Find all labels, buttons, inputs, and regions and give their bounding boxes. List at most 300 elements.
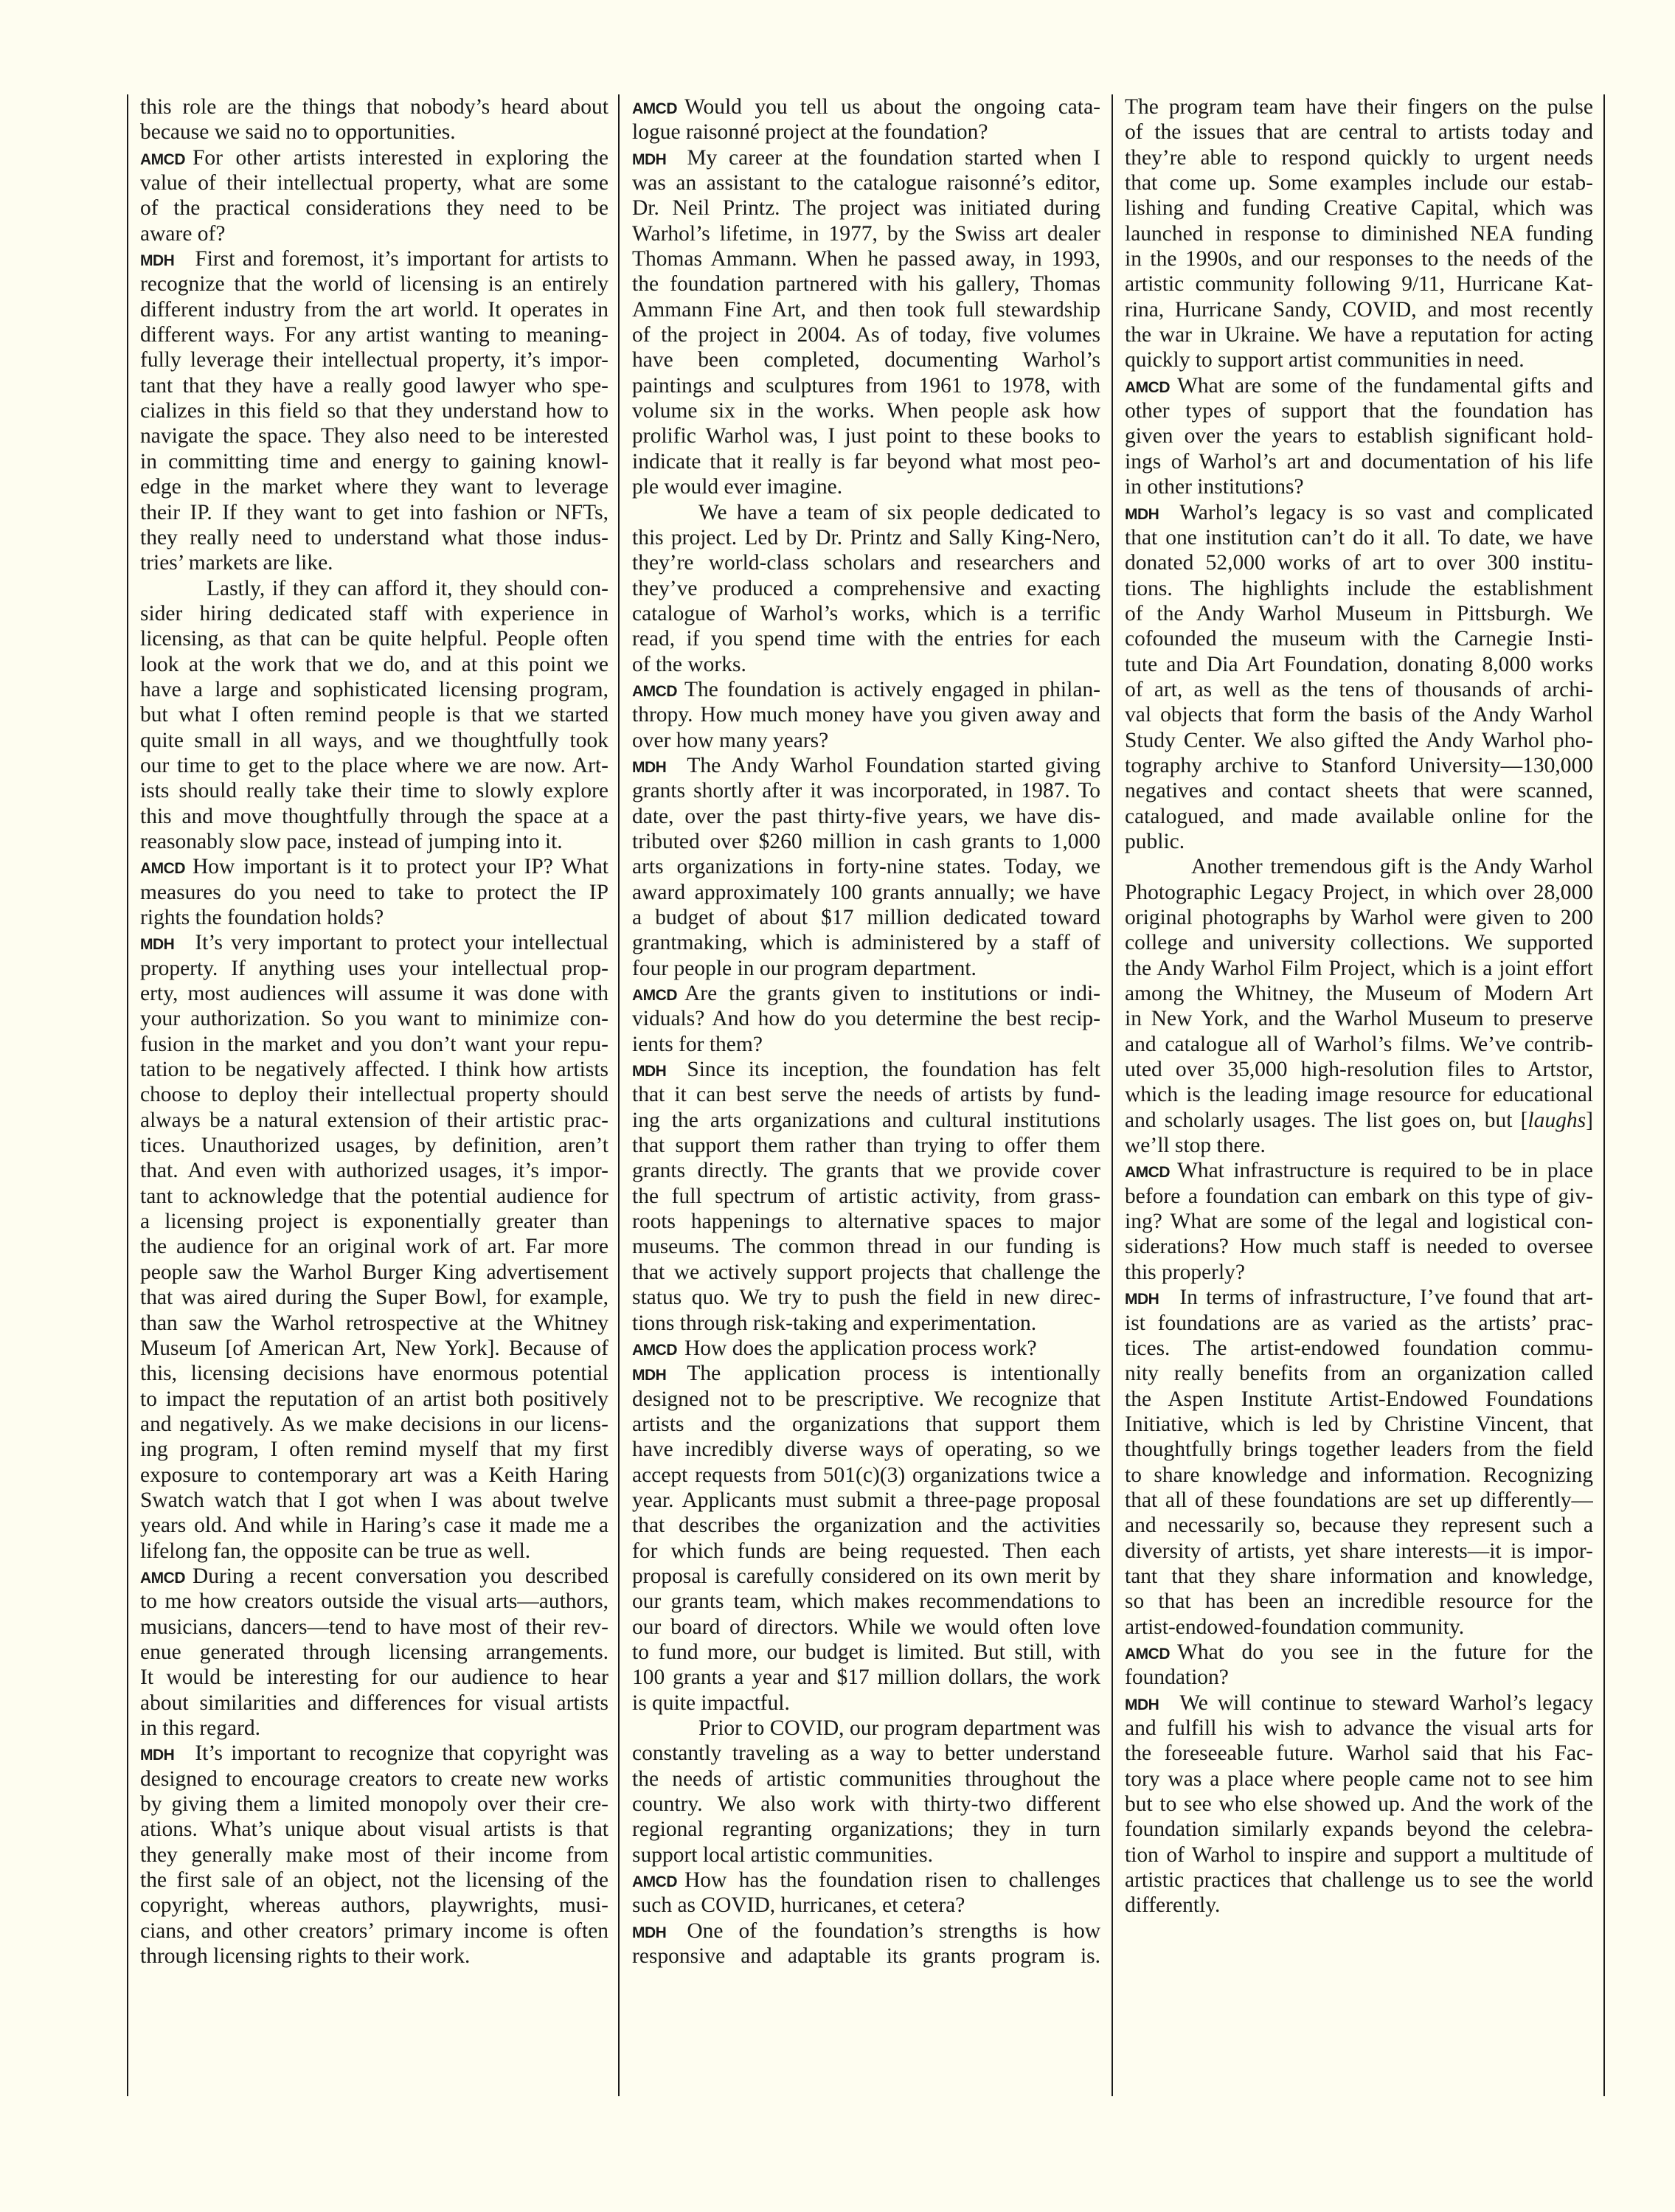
line-text: to share knowledge and information. Recognizing — [1125, 1463, 1593, 1487]
text-line — [140, 1564, 608, 1589]
line-text: of art, as well as the tens of thousands of archi- — [1125, 677, 1593, 701]
line-text: ist foundations are as varied as the artists’ prac- — [1125, 1311, 1593, 1335]
line-text: that one institution can’t do it all. To date, we have — [1125, 525, 1593, 549]
text-line — [140, 1589, 608, 1614]
text-line — [632, 297, 1100, 322]
line-text: the first sale of an object, not the licensing of the — [140, 1868, 608, 1893]
line-text: proposal is carefully considered on its own merit by — [632, 1564, 1100, 1588]
text-line — [632, 829, 1100, 854]
line-text: accept requests from 501(c)(3) organizations twice a — [632, 1463, 1100, 1487]
speaker-label-interviewee: MDH — [632, 758, 667, 776]
text-line — [1125, 1285, 1593, 1310]
text-line — [632, 1868, 1100, 1893]
text-line — [632, 1615, 1100, 1640]
text-line — [1125, 1412, 1593, 1437]
line-text: they’re able to respond quickly to urgent needs — [1125, 145, 1593, 170]
text-line — [140, 1463, 608, 1488]
line-text: erty, most audiences will assume it was done with — [140, 982, 608, 1006]
text-line — [632, 1006, 1100, 1031]
text-line — [632, 1133, 1100, 1158]
text-line — [140, 1665, 608, 1690]
text-line — [632, 1539, 1100, 1564]
text-line — [632, 1158, 1100, 1183]
line-text: Thomas Ammann. When he passed away, in 1993, — [632, 247, 1100, 271]
line-text: siderations? How much staff is needed to oversee — [1125, 1235, 1593, 1259]
line-text: property. If anything uses your intellectual prop- — [140, 956, 608, 980]
speaker-label-interviewee: MDH — [1125, 1696, 1159, 1713]
text-line — [632, 930, 1100, 955]
line-text: ple would ever imagine. — [632, 475, 843, 499]
text-line — [140, 1615, 608, 1640]
line-text: designed not to be prescriptive. We recognize that — [632, 1387, 1100, 1411]
speaker-label-interviewer: AMCD — [140, 150, 185, 168]
text-line — [632, 1944, 1100, 1969]
text-line — [1125, 854, 1593, 879]
text-line — [140, 652, 608, 677]
text-line — [1125, 170, 1593, 195]
text-line — [140, 576, 608, 601]
text-line — [1125, 1817, 1593, 1842]
text-line — [1125, 1539, 1593, 1564]
line-text: value of their intellectual property, what are some — [140, 171, 608, 195]
line-text: navigate the space. They also need to be interested — [140, 424, 608, 448]
line-text: have been completed, documenting Warhol’s — [632, 348, 1100, 372]
line-text: Since its inception, the foundation has felt — [687, 1058, 1100, 1082]
text-line — [140, 1640, 608, 1665]
column-rule-2 — [1112, 94, 1113, 2096]
text-line — [1125, 221, 1593, 246]
line-text: tions. The highlights include the establishment — [1125, 576, 1593, 600]
text-line — [632, 119, 1100, 145]
line-text: catalogued, and made available online for the — [1125, 804, 1593, 828]
line-text: they generally make most of their income from — [140, 1842, 608, 1867]
text-line — [140, 1082, 608, 1107]
line-text: was an assistant to the catalogue raisonné’s editor, — [632, 171, 1100, 195]
text-line — [1125, 322, 1593, 347]
line-text: because we said no to opportunities. — [140, 120, 456, 145]
text-line — [1125, 1640, 1593, 1665]
text-line — [632, 1463, 1100, 1488]
line-text: We will continue to steward Warhol’s legacy — [1179, 1691, 1593, 1715]
text-line — [140, 1741, 608, 1766]
text-line — [1125, 1336, 1593, 1361]
line-text: read, if you spend time with the entries for each — [632, 627, 1100, 651]
line-text: licensing, as that can be quite helpful. People often — [140, 627, 608, 651]
text-line — [632, 1817, 1100, 1842]
text-line — [1125, 119, 1593, 145]
line-text: and scholarly usages. The list goes on, but [ — [1125, 1108, 1528, 1132]
text-line — [1125, 246, 1593, 271]
line-text: this and move thoughtfully through the space at a — [140, 804, 608, 828]
text-line — [140, 1234, 608, 1259]
line-text: The program team have their fingers on the pulse — [1125, 95, 1593, 119]
text-line — [632, 1361, 1100, 1386]
text-line — [632, 1665, 1100, 1690]
text-line — [1125, 829, 1593, 854]
line-text: of the works. — [632, 652, 746, 676]
line-text: rina, Hurricane Sandy, COVID, and most recently — [1125, 297, 1593, 322]
line-text: have a large and sophisticated licensing program, — [140, 677, 608, 701]
text-line — [140, 804, 608, 829]
line-text: Another tremendous gift is the Andy Warhol — [1191, 855, 1593, 879]
line-text: tant that they share information and knowledge, — [1125, 1564, 1593, 1588]
line-text: in other institutions? — [1125, 475, 1304, 499]
line-text: people saw the Warhol Burger King advertisement — [140, 1260, 608, 1284]
line-text: our grants team, which makes recommendations to — [632, 1589, 1100, 1614]
line-text: fully leverage their intellectual property, it’s impor- — [140, 348, 608, 372]
text-line — [632, 550, 1100, 575]
line-text: grantmaking, which is administered by a staff of — [632, 931, 1100, 955]
line-text: tices. The artist-endowed foundation commu- — [1125, 1336, 1593, 1360]
line-text: by giving them a limited monopoly over their cre- — [140, 1792, 608, 1817]
line-text: in committing time and energy to gaining knowl- — [140, 449, 608, 474]
text-line — [140, 601, 608, 626]
text-line — [632, 474, 1100, 499]
line-text: artistic practices that challenge us to see the world — [1125, 1868, 1593, 1893]
text-column-3 — [1125, 94, 1593, 1918]
text-line — [140, 981, 608, 1006]
text-line — [140, 1158, 608, 1183]
line-text: constantly traveling as a way to better understand — [632, 1741, 1100, 1766]
line-text: artist-endowed-foundation community. — [1125, 1615, 1465, 1639]
line-text: val objects that form the basis of the Andy Warhol — [1125, 703, 1593, 727]
text-line — [140, 1387, 608, 1412]
speaker-label-interviewee: MDH — [140, 252, 175, 270]
line-text: the Aspen Institute Artist-Endowed Foundations — [1125, 1387, 1593, 1411]
text-line — [1125, 880, 1593, 905]
text-line — [632, 652, 1100, 677]
line-text: your authorization. So you want to minimize con- — [140, 1007, 608, 1031]
line-text: the needs of artistic communities throughout the — [632, 1767, 1100, 1791]
line-text: What are some of the fundamental gifts and — [1177, 373, 1593, 398]
line-text: that was aired during the Super Bowl, for example, — [140, 1286, 608, 1310]
line-text: Study Center. We also gifted the Andy Warhol pho- — [1125, 728, 1593, 752]
line-text: the audience for an original work of art. Far more — [140, 1235, 608, 1259]
line-text: Would you tell us about the ongoing cata- — [684, 95, 1100, 119]
speaker-label-interviewee: MDH — [1125, 1291, 1159, 1308]
line-text: Warhol’s legacy is so vast and complicated — [1179, 500, 1593, 524]
line-text: How has the foundation risen to challenges — [684, 1868, 1100, 1893]
line-text: that support them rather than trying to offer them — [632, 1134, 1100, 1158]
text-line — [140, 1691, 608, 1716]
text-line — [140, 297, 608, 322]
line-text: in this regard. — [140, 1716, 261, 1740]
line-text: through licensing rights to their work. — [140, 1944, 471, 1969]
line-text: We have a team of six people dedicated to — [698, 500, 1100, 524]
text-line — [140, 1513, 608, 1538]
line-text: differently. — [1125, 1893, 1221, 1918]
line-text: launched in response to diminished NEA funding — [1125, 221, 1593, 246]
line-text: tute and Dia Art Foundation, donating 8,000 works — [1125, 652, 1593, 676]
text-line — [140, 854, 608, 879]
line-text: have incredibly diverse ways of operating, so we — [632, 1438, 1100, 1462]
line-text: One of the foundation’s strengths is how — [687, 1918, 1100, 1943]
text-line — [632, 880, 1100, 905]
line-text: over how many years? — [632, 728, 829, 752]
line-text: so that has been an incredible resource for the — [1125, 1589, 1593, 1614]
text-line — [1125, 1463, 1593, 1488]
text-line — [140, 398, 608, 423]
text-line — [1125, 1387, 1593, 1412]
line-text: cians, and other creators’ primary income is often — [140, 1918, 608, 1943]
line-text: museums. The common thread in our funding is — [632, 1235, 1100, 1259]
text-line — [140, 1133, 608, 1158]
text-column-1 — [140, 94, 608, 1969]
line-text: ing? What are some of the legal and logistical con- — [1125, 1210, 1593, 1234]
line-text: Photographic Legacy Project, in which over 28,000 — [1125, 880, 1593, 904]
text-line — [140, 423, 608, 448]
line-text: What infrastructure is required to be in place — [1177, 1159, 1593, 1183]
line-text: Initiative, which is led by Christine Vincent, that — [1125, 1412, 1593, 1436]
line-text: than saw the Warhol retrospective at the Whitney — [140, 1311, 608, 1335]
text-line — [140, 1488, 608, 1513]
line-text: responsive and adaptable its grants program is. — [632, 1944, 1100, 1969]
line-text: of the practical considerations they need to be — [140, 196, 608, 221]
text-line — [1125, 778, 1593, 803]
text-line — [140, 728, 608, 753]
text-line — [1125, 1615, 1593, 1640]
text-line — [632, 398, 1100, 423]
text-line — [632, 195, 1100, 221]
line-text: musicians, dancers—tend to have most of their rev- — [140, 1615, 608, 1639]
line-text: year. Applicants must submit a three-page proposal — [632, 1488, 1100, 1512]
line-text: artists and the organizations that support them — [632, 1412, 1100, 1436]
text-line — [140, 753, 608, 778]
line-text: but what I often remind people is that we started — [140, 703, 608, 727]
line-text: ings of Warhol’s art and documentation of his life — [1125, 449, 1593, 474]
text-line — [140, 880, 608, 905]
line-text: First and foremost, it’s important for artists to — [195, 247, 608, 271]
text-line — [1125, 94, 1593, 119]
speaker-label-interviewer: AMCD — [140, 1569, 185, 1587]
text-line — [632, 1893, 1100, 1918]
line-text: tion of Warhol to inspire and support a multitude of — [1125, 1842, 1593, 1867]
line-text: prolific Warhol was, I just point to these books to — [632, 424, 1100, 448]
line-text: of the Andy Warhol Museum in Pittsburgh. We — [1125, 601, 1593, 625]
line-text: lishing and funding Creative Capital, which was — [1125, 196, 1593, 221]
text-line — [632, 1589, 1100, 1614]
text-line — [632, 1336, 1100, 1361]
text-line — [1125, 398, 1593, 423]
line-text: rights the foundation holds? — [140, 906, 384, 929]
line-text: catalogue of Warhol’s works, which is a terrific — [632, 601, 1100, 625]
text-line — [1125, 1006, 1593, 1031]
line-text: that we actively support projects that challenge the — [632, 1260, 1100, 1284]
text-line — [1125, 145, 1593, 170]
line-text: Swatch watch that I got when I was about twelve — [140, 1488, 608, 1512]
text-line — [1125, 677, 1593, 702]
line-text: cofounded the museum with the Carnegie Insti- — [1125, 627, 1593, 651]
text-line — [140, 1209, 608, 1234]
text-line — [1125, 550, 1593, 575]
text-line — [1125, 1767, 1593, 1792]
text-line — [632, 601, 1100, 626]
text-line — [632, 500, 1100, 525]
line-text: date, over the past thirty-five years, we have dis- — [632, 804, 1100, 828]
text-line — [1125, 423, 1593, 448]
line-text: It’s important to recognize that copyright was — [195, 1741, 608, 1766]
text-line — [632, 423, 1100, 448]
line-text: which is the leading image resource for educational — [1125, 1083, 1593, 1107]
line-text: choose to deploy their intellectual property should — [140, 1083, 608, 1107]
text-line — [140, 626, 608, 651]
text-line — [632, 1184, 1100, 1209]
text-line — [1125, 1209, 1593, 1234]
line-text: thoughtfully brings together leaders from the field — [1125, 1438, 1593, 1462]
text-line — [632, 170, 1100, 195]
line-text: ing program, I often remind myself that my first — [140, 1438, 608, 1462]
text-line — [1125, 1842, 1593, 1868]
text-line — [1125, 1260, 1593, 1285]
text-line — [1125, 1513, 1593, 1538]
speaker-label-interviewee: MDH — [632, 1924, 667, 1941]
text-line — [140, 449, 608, 474]
text-line — [632, 347, 1100, 372]
line-text: we’ll stop there. — [1125, 1134, 1266, 1158]
text-line — [140, 1893, 608, 1918]
line-text: their IP. If they want to get into fashion or NFTs, — [140, 500, 608, 524]
line-text: volume six in the works. When people ask how — [632, 399, 1100, 423]
line-text: quite small in all ways, and we thoughtfully took — [140, 728, 608, 752]
text-line — [140, 1032, 608, 1057]
text-line — [140, 221, 608, 246]
line-text: the foreseeable future. Warhol said that his Fac- — [1125, 1741, 1593, 1766]
line-text: indicate that it really is far beyond what most peo- — [632, 449, 1100, 474]
line-text: foundation similarly expands beyond the celebra- — [1125, 1817, 1593, 1842]
text-line — [140, 1767, 608, 1792]
line-text: before a foundation can embark on this type of giv- — [1125, 1184, 1593, 1208]
text-line — [632, 1032, 1100, 1057]
text-line — [1125, 804, 1593, 829]
line-text: original photographs by Warhol were given to 200 — [1125, 906, 1593, 929]
line-text: grants directly. The grants that we provide cover — [632, 1159, 1100, 1183]
text-line — [140, 525, 608, 550]
line-text: that all of these foundations are set up differently— — [1125, 1488, 1593, 1512]
text-line — [632, 373, 1100, 398]
text-line — [632, 1716, 1100, 1741]
text-line — [1125, 474, 1593, 499]
speaker-label-interviewee: MDH — [140, 936, 175, 954]
text-line — [140, 702, 608, 727]
text-line — [632, 1792, 1100, 1817]
line-text: tions through risk-taking and experimentation. — [632, 1311, 1037, 1335]
text-line — [140, 905, 608, 930]
line-text: recognize that the world of licensing is an entirely — [140, 272, 608, 297]
line-text: How important is it to protect your IP? What — [193, 855, 608, 879]
text-line — [1125, 347, 1593, 372]
text-line — [632, 1285, 1100, 1310]
text-line — [1125, 297, 1593, 322]
text-line — [1125, 930, 1593, 955]
line-text: the full spectrum of artistic activity, from grass- — [632, 1184, 1100, 1208]
line-text: our time to get to the place where we are now. Art- — [140, 753, 608, 777]
line-text: paintings and sculptures from 1961 to 1978, with — [632, 373, 1100, 398]
line-text: ists should really take their time to slowly explore — [140, 779, 608, 803]
line-text: college and university collections. We supported — [1125, 931, 1593, 955]
text-line — [632, 778, 1100, 803]
line-text: public. — [1125, 829, 1185, 853]
line-text: other types of support that the foundation has — [1125, 399, 1593, 423]
speaker-label-interviewee: MDH — [632, 1063, 667, 1081]
text-line — [632, 1918, 1100, 1944]
line-text: given over the years to establish significant hold- — [1125, 424, 1593, 448]
text-line — [632, 1260, 1100, 1285]
line-text: cializes in this field so that they understand how to — [140, 399, 608, 423]
line-text: of the issues that are central to artists today and — [1125, 120, 1593, 145]
speaker-label-interviewer: AMCD — [1125, 1645, 1170, 1663]
line-text: to fund more, our budget is limited. But still, with — [632, 1640, 1100, 1664]
line-text: they’ve produced a comprehensive and exacting — [632, 576, 1100, 600]
text-line — [1125, 956, 1593, 981]
line-text: The application process is intentionally — [687, 1362, 1100, 1386]
speaker-label-interviewer: AMCD — [1125, 1164, 1170, 1182]
speaker-label-interviewer: AMCD — [1125, 378, 1170, 396]
text-line — [632, 1488, 1100, 1513]
text-line — [1125, 1158, 1593, 1183]
line-text: diversity of artists, yet share interests—it is impor- — [1125, 1539, 1593, 1563]
line-text: copyright, whereas authors, playwrights, musi- — [140, 1893, 608, 1918]
column-rule-right — [1603, 94, 1605, 2096]
speaker-label-interviewee: MDH — [632, 150, 667, 168]
text-line — [140, 1918, 608, 1944]
line-text: What do you see in the future for the — [1177, 1640, 1593, 1664]
line-text: our board of directors. While we would often love — [632, 1615, 1100, 1639]
italic-aside: laughs — [1527, 1108, 1586, 1132]
speaker-label-interviewer: AMCD — [632, 1341, 677, 1359]
text-line — [632, 677, 1100, 702]
speaker-label-interviewer: AMCD — [140, 860, 185, 878]
text-line — [140, 94, 608, 119]
text-line — [632, 1564, 1100, 1589]
line-text: 100 grants a year and $17 million dollars, the work — [632, 1665, 1100, 1690]
text-line — [1125, 1488, 1593, 1513]
text-line — [140, 170, 608, 195]
line-text: such as COVID, hurricanes, et cetera? — [632, 1893, 965, 1918]
line-text: the Andy Warhol Film Project, which is a joint effort — [1125, 956, 1593, 980]
text-line — [632, 626, 1100, 651]
text-line — [632, 1437, 1100, 1462]
line-text: for which funds are being requested. Then each — [632, 1539, 1100, 1563]
text-line — [140, 500, 608, 525]
text-line — [1125, 626, 1593, 651]
line-text: designed to encourage creators to create new works — [140, 1767, 608, 1791]
line-text: artistic community following 9/11, Hurricane Kat- — [1125, 272, 1593, 297]
text-line — [1125, 1868, 1593, 1893]
text-line — [140, 474, 608, 499]
line-text: they’re world-class scholars and researchers and — [632, 551, 1100, 575]
line-text-tail: ] — [1586, 1108, 1593, 1132]
line-text: this role are the things that nobody’s heard about — [140, 95, 608, 119]
line-text: thropy. How much money have you given away and — [632, 703, 1100, 727]
text-line — [1125, 373, 1593, 398]
text-line — [632, 94, 1100, 119]
line-text: Lastly, if they can afford it, they should con- — [207, 576, 608, 600]
speaker-label-interviewer: AMCD — [632, 682, 677, 700]
line-text: viduals? And how do you determine the best recip- — [632, 1007, 1100, 1031]
text-line — [632, 1108, 1100, 1133]
line-text: and necessarily so, because they represent such a — [1125, 1514, 1593, 1538]
line-text: to impact the reputation of an artist both positively — [140, 1387, 608, 1411]
line-text: ations. What’s unique about visual artists is that — [140, 1817, 608, 1842]
text-line — [140, 1868, 608, 1893]
line-text: measures do you need to take to protect the IP — [140, 880, 608, 904]
text-line — [1125, 1716, 1593, 1741]
text-line — [1125, 753, 1593, 778]
text-line — [1125, 1057, 1593, 1082]
text-line — [632, 322, 1100, 347]
line-text: in New York, and the Warhol Museum to preserve — [1125, 1007, 1593, 1031]
text-line — [632, 1513, 1100, 1538]
